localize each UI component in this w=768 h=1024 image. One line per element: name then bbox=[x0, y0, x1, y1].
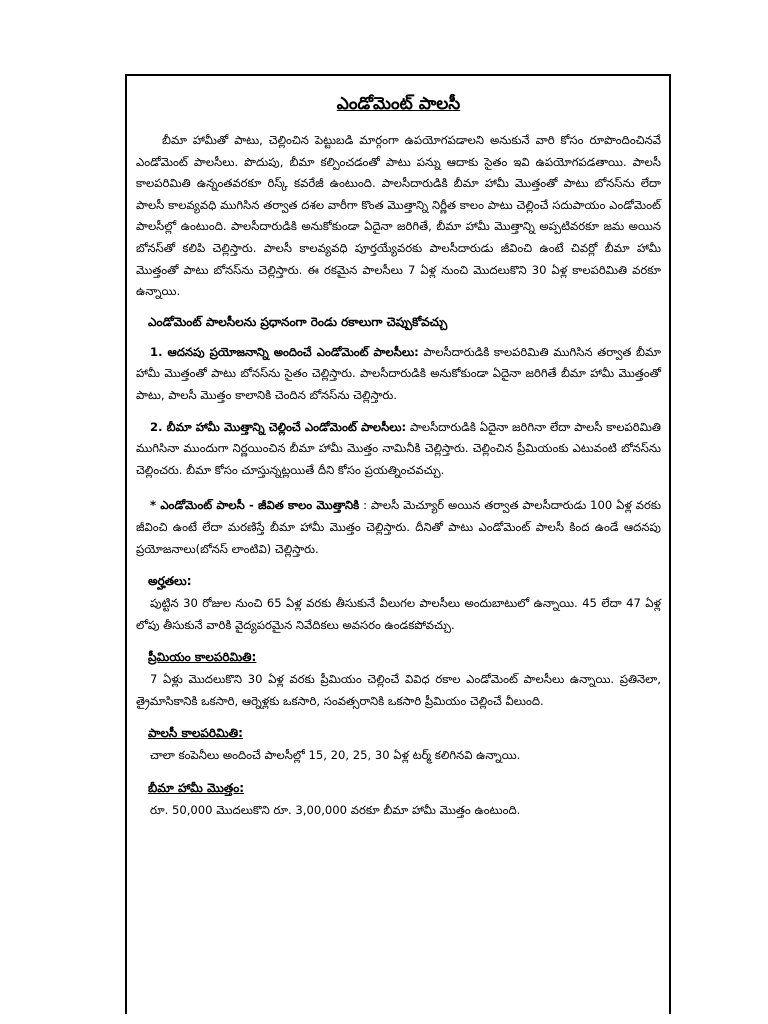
document-title: ఎండోమెంట్ పాలసీ bbox=[336, 94, 461, 114]
eligibility-heading: అర్హతలు: bbox=[148, 574, 192, 589]
policy-type-1-lead: 1. ఆదనపు ప్రయోజనాన్ని అందించే ఎండోమెంట్ పాలసీలు: bbox=[150, 344, 419, 359]
policy-type-whole-life bbox=[136, 495, 661, 560]
sum-assured-heading-text: బీమా హామీ మొత్తం: bbox=[148, 781, 245, 796]
document-page bbox=[125, 74, 671, 1014]
policy-type-whole-life-text: : పాలసీ మెచ్యూర్ అయిన తర్వాత పాలసీదారుడు 100 ఏళ్ల వరకు జీవించి ఉంటే లేదా మరణిస్తే బీమా హామీ మొత్తం చెల్లిస్తారు. దీనితో పాటు ఎండోమెంట్ పాలసీ కింద ఉండే ఆదనపు ప్రయోజనాలు(బోనస్ లాంటివి) చెల్లిస్తారు. bbox=[136, 498, 661, 556]
policy-type-2-lead: 2. బీమా హామీ మొత్తాన్ని చెల్లించే ఎండోమెంట్ పాలసీలు: bbox=[150, 419, 407, 434]
policy-type-2 bbox=[136, 417, 661, 482]
premium-term-body: 7 ఏళ్లు మొదలుకొని 30 ఏళ్ల వరకు ప్రీమియం చెల్లించే వివిధ రకాల ఎండోమెంట్ పాలసీలు ఉన్నాయి. ప్రతినెలా, త్రైమాసికానికి ఒకసారి, ఆర్నెళ్లకు ఒకసారి, సంవత్సరానికి ఒకసారి ప్రీమియం చెల్లించే వీలుంది. bbox=[136, 672, 661, 708]
sum-assured-body: రూ. 50,000 మొదలుకొని రూ. 3,00,000 వరకూ బీమా హామీ మొత్తం ఉంటుంది. bbox=[150, 803, 521, 818]
eligibility-body: పుట్టిన 30 రోజుల నుంచి 65 ఏళ్ల వరకు తీసుకునే వీలుగల పాలసీలు అందుబాటులో ఉన్నాయి. 45 లేదా 47 ఏళ్ల లోపు తీసుకునే వారికి వైద్యపరమైన నివేదికలు అవసరం ఉండకపోవచ్చు. bbox=[136, 596, 661, 632]
policy-type-1 bbox=[136, 342, 661, 407]
policy-types-heading: ఎండోమెంట్ పాలసీలను ప్రధానంగా రెండు రకాలుగా చెప్పుకోవచ్చు bbox=[148, 314, 448, 329]
sum-assured-heading bbox=[148, 781, 661, 798]
premium-term-heading-text: ప్రీమియం కాలపరిమితి: bbox=[148, 650, 257, 665]
intro-paragraph: బీమా హామీతో పాటు, చెల్లించిన పెట్టుబడి మార్గంగా ఉపయోగపడాలని అనుకునే వారి కోసం రూపొందించినవే ఎండోమెంట్ పాలసీలు. పొదుపు, బీమా కల్పించడంతో పాటు పన్ను ఆదాకు సైతం ఇవి ఉపయోగపడతాయి. పాలసీ కాలపరిమితి ఉన్నంతవరకూ రిస్క్ కవరేజీ ఉంటుంది. పాలసీదారుడికి బీమా హామీ మొత్తంతో పాటు బోనస్‌ను లేదా పాలసీ కాలవ్యవధి ముగిసిన తర్వాత దశల వారీగా కొంత మొత్తాన్ని నిర్ణీత కాలం పాటు చెల్లించే సదుపాయం ఎండోమెంట్ పాలసీల్లో ఉంటుంది. పాలసీదారుడికి అనుకోకుండా ఏదైనా జరిగితే, బీమా హామీ మొత్తాన్ని అప్పటివరకూ జమ అయిన బోనస్‌తో కలిపి చెల్లిస్తారు. పాలసీ కాలవ్యవధి పూర్తయ్యేవరకు పాలసీదారుడు జీవించి ఉంటే చివర్లో బీమా హామీ మొత్తంతో పాటు బోనస్‌ను చెల్లిస్తారు. ఈ రకమైన పాలసీలు 7 ఏళ్ల నుంచి మొదలుకొని 30 ఏళ్ల కాలపరిమితి వరకూ ఉన్నాయి. bbox=[136, 133, 661, 299]
premium-term-heading bbox=[148, 650, 661, 667]
policy-type-2-text: పాలసీదారుడికి ఏదైనా జరిగినా లేదా పాలసీ కాలపరిమితి ముగిసినా ముందుగా నిర్ణయించిన బీమా హామీ మొత్తం నామినీకి చెల్లిస్తారు. చెల్లించిన ప్రీమియంకు ఎటువంటి బోనస్‌ను చెల్లించరు. బీమా కోసం చూస్తున్నట్లయితే దీని కోసం ప్రయత్నించవచ్చు. bbox=[136, 419, 661, 477]
policy-term-body: చాలా కంపెనీలు అందించే పాలసీల్లో 15, 20, 25, 30 ఏళ్ల టర్మ్ కలిగినవి ఉన్నాయి. bbox=[150, 748, 521, 763]
policy-term-heading bbox=[148, 726, 661, 743]
policy-term-heading-text: పాలసీ కాలపరిమితి: bbox=[148, 726, 243, 741]
policy-type-1-text: పాలసీదారుడికి కాలపరిమితి ముగిసిన తర్వాత బీమా హామీ మొత్తంతో పాటు బోనస్‌ను సైతం చెల్లిస్తారు. పాలసీదారుడికి అనుకోకుండా ఏదైనా జరిగితే బీమా హామీ మొత్తంతో పాటు, పాలసీ మొత్తం కాలానికి చెందిన బోనస్‌ను చెల్లిస్తారు. bbox=[136, 344, 661, 402]
policy-type-whole-life-lead: * ఎండోమెంట్ పాలసీ - జీవిత కాలం మొత్తానికి bbox=[150, 498, 360, 513]
